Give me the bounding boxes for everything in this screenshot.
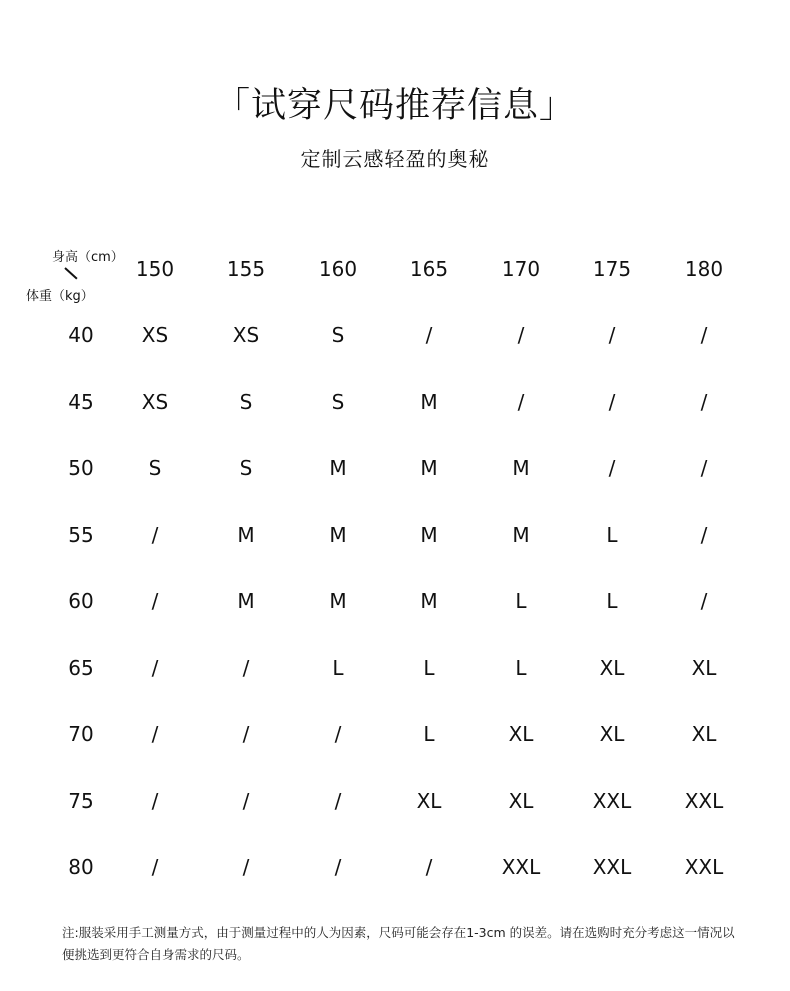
size-cell: / xyxy=(151,722,159,746)
page-subtitle: 定制云感轻盈的奥秘 xyxy=(300,147,490,171)
height-header: 180 xyxy=(684,257,724,281)
height-header: 160 xyxy=(318,257,358,281)
height-header: 170 xyxy=(501,257,541,281)
size-cell: M xyxy=(237,589,255,613)
size-cell: S xyxy=(331,323,345,347)
size-cell: M xyxy=(420,522,438,547)
corner-divider xyxy=(64,267,77,279)
size-cell: / xyxy=(608,323,616,347)
size-cell: XXL xyxy=(592,855,632,879)
size-cell: L xyxy=(606,589,618,613)
size-cell: L xyxy=(332,655,344,680)
size-cell: XL xyxy=(599,655,625,680)
size-cell: / xyxy=(700,323,708,347)
size-cell: M xyxy=(420,389,438,414)
size-cell: M xyxy=(420,589,438,613)
size-cell: XL xyxy=(508,722,534,746)
size-cell: / xyxy=(700,589,708,613)
weight-header: 55 xyxy=(68,522,94,547)
size-cell: XS xyxy=(141,323,169,347)
size-cell: M xyxy=(512,522,530,547)
size-cell: / xyxy=(517,389,525,414)
size-cell: XXL xyxy=(684,855,724,879)
size-cell: / xyxy=(151,522,159,547)
size-cell: XS xyxy=(141,389,169,414)
weight-header: 40 xyxy=(68,323,94,347)
height-header: 165 xyxy=(409,257,449,281)
weight-header: 75 xyxy=(68,788,94,813)
size-cell: XL xyxy=(691,655,717,680)
weight-header: 80 xyxy=(68,855,94,879)
weight-axis-label: 体重（kg） xyxy=(26,289,94,304)
weight-header: 45 xyxy=(68,389,94,414)
size-cell: L xyxy=(515,655,527,680)
size-cell: S xyxy=(331,389,345,414)
table-corner-header xyxy=(22,246,132,306)
size-cell: M xyxy=(329,456,347,480)
size-cell: XL xyxy=(691,722,717,746)
size-cell: M xyxy=(512,456,530,480)
size-cell: M xyxy=(329,522,347,547)
size-cell: / xyxy=(151,788,159,813)
size-cell: / xyxy=(334,722,342,746)
size-cell: / xyxy=(242,788,250,813)
size-cell: / xyxy=(242,855,250,879)
size-cell: L xyxy=(606,522,618,547)
size-cell: S xyxy=(239,389,253,414)
size-cell: / xyxy=(334,855,342,879)
size-cell: / xyxy=(700,456,708,480)
size-cell: XL xyxy=(416,788,442,813)
weight-header: 50 xyxy=(68,456,94,480)
size-cell: / xyxy=(700,389,708,414)
page-title: 「试穿尺码推荐信息」 xyxy=(214,86,575,126)
weight-header: 60 xyxy=(68,589,94,613)
size-cell: XXL xyxy=(501,855,541,879)
weight-header: 65 xyxy=(68,655,94,680)
size-cell: L xyxy=(423,722,435,746)
size-cell: M xyxy=(420,456,438,480)
size-cell: XL xyxy=(599,722,625,746)
size-cell: / xyxy=(608,389,616,414)
size-cell: / xyxy=(151,655,159,680)
size-cell: M xyxy=(237,522,255,547)
height-header: 175 xyxy=(592,257,632,281)
height-axis-label: 身高（cm） xyxy=(52,250,124,265)
measurement-note: 注:服装采用手工测量方式，由于测量过程中的人为因素，尺码可能会存在1-3cm 的误差。请在选购时充分考虑这一情况以便挑选到更符合自身需求的尺码。 xyxy=(62,925,735,962)
height-header: 155 xyxy=(226,257,266,281)
size-cell: M xyxy=(329,589,347,613)
size-cell: / xyxy=(242,722,250,746)
size-cell: / xyxy=(151,855,159,879)
size-cell: S xyxy=(239,456,253,480)
size-cell: S xyxy=(148,456,162,480)
height-header: 150 xyxy=(135,257,175,281)
size-cell: / xyxy=(700,522,708,547)
size-cell: XXL xyxy=(684,788,724,813)
size-cell: / xyxy=(334,788,342,813)
size-cell: / xyxy=(425,323,433,347)
size-cell: / xyxy=(151,589,159,613)
size-cell: L xyxy=(515,589,527,613)
size-cell: / xyxy=(608,456,616,480)
weight-header: 70 xyxy=(68,722,94,746)
size-cell: / xyxy=(425,855,433,879)
size-cell: XXL xyxy=(592,788,632,813)
size-cell: / xyxy=(517,323,525,347)
size-cell: XS xyxy=(232,323,260,347)
size-cell: XL xyxy=(508,788,534,813)
size-cell: L xyxy=(423,655,435,680)
size-cell: / xyxy=(242,655,250,680)
